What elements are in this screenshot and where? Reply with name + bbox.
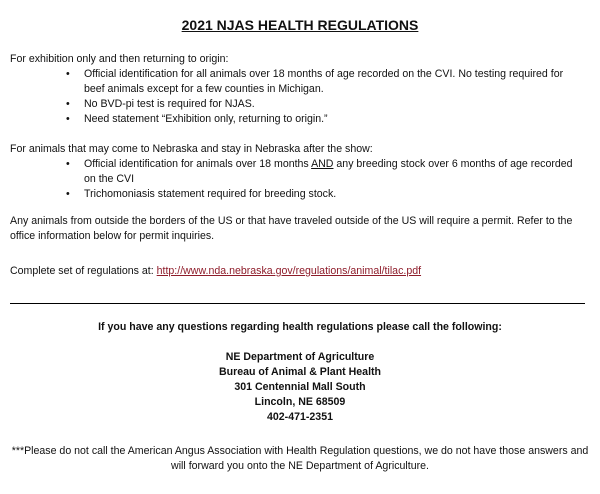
contact-org: NE Department of Agriculture <box>225 351 375 363</box>
contact-phone: 402-471-2351 <box>267 411 333 423</box>
exhibition-bullet-2: • No BVD-pi test is required for NJAS. <box>10 97 585 112</box>
exhibition-bullet-1: • Official identification for all animals over 18 months of age recorded on the CVI. No testing required for beef animals except for a few counties in Michigan. <box>10 67 585 97</box>
exhibition-intro: For exhibition only and then returning to origin: <box>10 53 229 65</box>
nebraska-bullet-1 <box>10 157 585 187</box>
horizontal-divider <box>10 303 585 304</box>
nebraska-bullet-1-and: AND <box>311 158 334 170</box>
exhibition-section <box>10 52 585 127</box>
nebraska-bullet-1-part2: any breeding stock over 6 months of age recorded on the CVI <box>84 158 573 185</box>
outside-us-paragraph: Any animals from outside the borders of the US or that have traveled outside of the US will require a permit. Refer to the office information below for permit inquiries. <box>10 215 573 242</box>
nebraska-intro: For animals that may come to Nebraska and stay in Nebraska after the show: <box>10 143 373 155</box>
contact-city: Lincoln, NE 68509 <box>254 396 346 408</box>
nebraska-bullet-2: • Trichomoniasis statement required for breeding stock. <box>10 187 585 202</box>
regulations-line <box>10 264 585 279</box>
nebraska-bullet-list <box>10 157 585 202</box>
exhibition-bullet-list <box>10 67 585 127</box>
contact-bureau: Bureau of Animal & Plant Health <box>218 366 382 378</box>
contact-street: 301 Centennial Mall South <box>234 381 366 393</box>
footer-note: ***Please do not call the American Angus Association with Health Regulation questions, we do not have those answers and will forward you onto the NE Department of Agriculture. <box>11 445 589 472</box>
exhibition-bullet-3: • Need statement “Exhibition only, returning to origin.” <box>10 112 585 127</box>
regulations-label: Complete set of regulations at: <box>10 265 157 277</box>
questions-heading: If you have any questions regarding health regulations please call the following: <box>98 321 502 333</box>
contact-block <box>0 350 600 425</box>
nebraska-bullet-1-part1: Official identification for animals over 18 months <box>84 158 312 170</box>
regulations-link[interactable]: http://www.nda.nebraska.gov/regulations/animal/tilac.pdf <box>156 265 422 277</box>
page-title: 2021 NJAS HEALTH REGULATIONS <box>181 17 419 33</box>
nebraska-section <box>10 142 585 202</box>
